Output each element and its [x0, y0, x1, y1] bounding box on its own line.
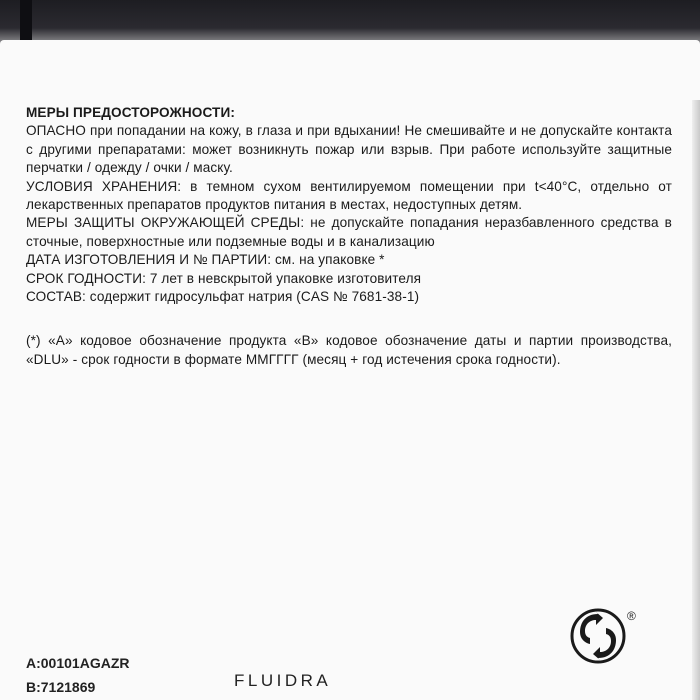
brand-logo: FLUIDRA — [234, 671, 332, 690]
batch-codes — [26, 651, 129, 699]
precautions-title: МЕРЫ ПРЕДОСТОРОЖНОСТИ: — [26, 105, 235, 120]
composition: СОСТАВ: содержит гидросульфат натрия (CAS № 7681-38-1) — [26, 289, 420, 305]
precautions-text: ОПАСНО при попадании на кожу, в глаза и при вдыхании! Не смешивайте и не допускайте контакта с другими препаратами: может возникнуть пожар или взрыв. При работе используйте защитные перчатки / одежду / очки / маску. — [26, 123, 672, 176]
green-dot-recycling-icon — [570, 608, 626, 664]
code-a: A:00101AGAZR — [26, 655, 130, 671]
registered-mark: ® — [627, 609, 636, 623]
footnote: (*) «A» кодовое обозначение продукта «B» кодовое обозначение даты и партии производства, «DLU» - срок годности в формате ММГГГГ (месяц + год истечения срока годности). — [26, 333, 672, 367]
label-text — [26, 104, 672, 369]
manufacture-date: ДАТА ИЗГОТОВЛЕНИЯ И № ПАРТИИ: см. на упаковке * — [26, 252, 385, 268]
shelf-life: СРОК ГОДНОСТИ: 7 лет в невскрытой упаковке изготовителя — [26, 270, 422, 286]
sheet-edge-shadow — [692, 100, 700, 700]
storage-conditions: УСЛОВИЯ ХРАНЕНИЯ: в темном сухом вентилируемом помещении при t<40°C, отдельно от лекарственных препаратов продуктов питания в местах, недоступных детям. — [26, 178, 672, 213]
environmental-measures: МЕРЫ ЗАЩИТЫ ОКРУЖАЮЩЕЙ СРЕДЫ: не допускайте попадания неразбавленного средства в сточные, поверхностные или подземные воды и в канализацию — [26, 215, 672, 249]
code-b: B:7121869 — [26, 679, 96, 695]
